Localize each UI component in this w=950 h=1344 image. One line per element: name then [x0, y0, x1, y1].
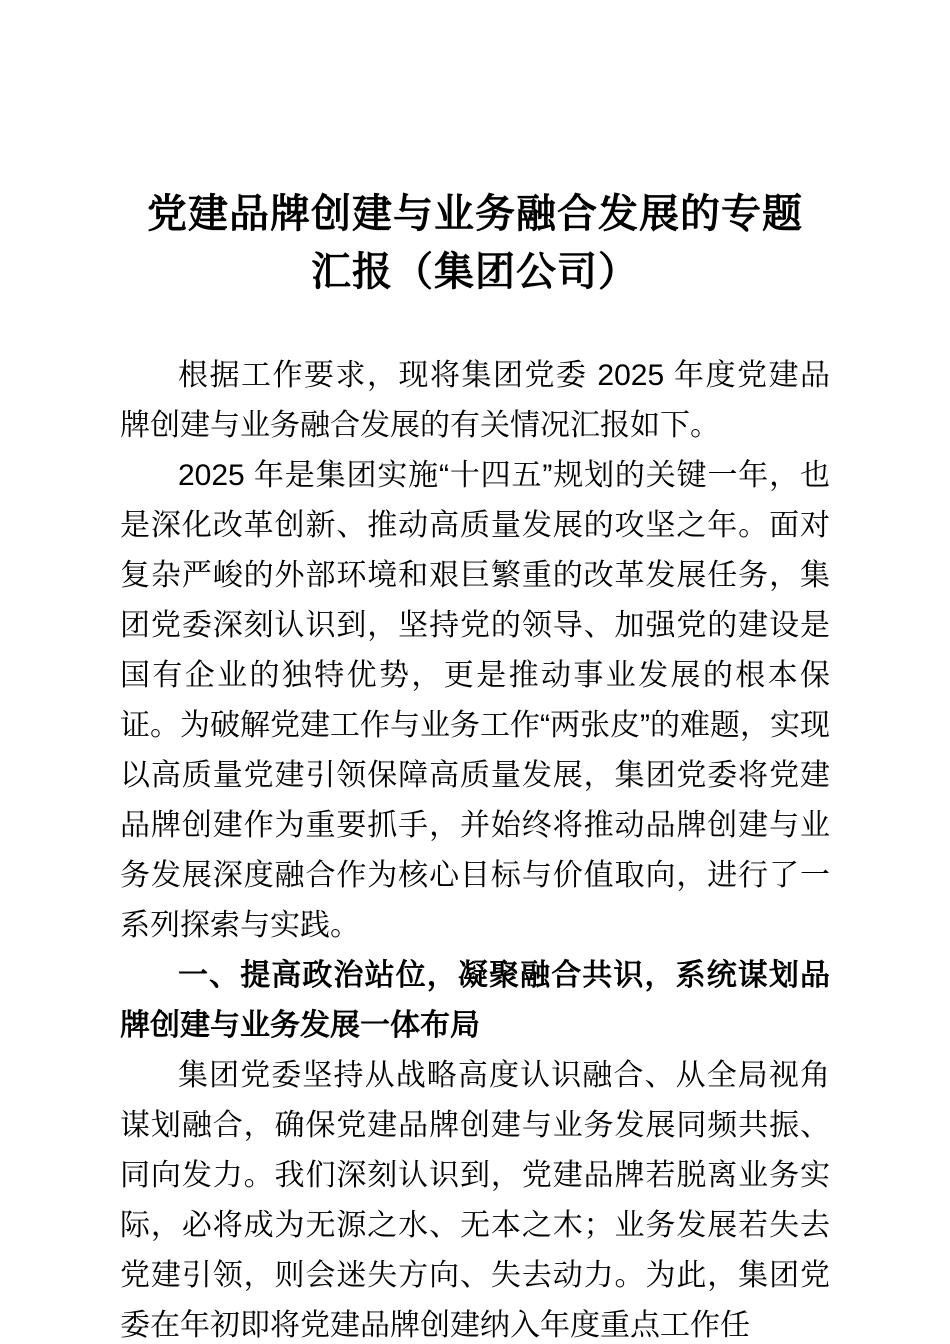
paragraph-section-1-body: 集团党委坚持从战略高度认识融合、从全局视角谋划融合，确保党建品牌创建与业务发展同频共振、同向发力。我们深刻认识到，党建品牌若脱离业务实际，必将成为无源之水、无本之木；业务发展若失去党建引领，则会迷失方向、失去动力。为此，集团党委在年初即将党建品牌创建纳入年度重点工作任	[120, 1059, 830, 1342]
document-title-line-2: 汇报（集团公司）	[311, 249, 639, 294]
document-title	[120, 185, 830, 301]
section-heading-1: 一、提高政治站位，凝聚融合共识，系统谋划品牌创建与业务发展一体布局	[120, 959, 830, 1042]
paragraph-background: 2025 年是集团实施“十四五”规划的关键一年，也是深化改革创新、推动高质量发展的攻坚之年。面对复杂严峻的外部环境和艰巨繁重的改革发展任务，集团党委深刻认识到，坚持党的领导、加强党的建设是国有企业的独特优势，更是推动事业发展的根本保证。为破解党建工作与业务工作“两张皮”的难题，实现以高质量党建引领保障高质量发展，集团党委将党建品牌创建作为重要抓手，并始终将推动品牌创建与业务发展深度融合作为核心目标与价值取向，进行了一系列探索与实践。	[120, 459, 830, 942]
document-title-line-1: 党建品牌创建与业务融合发展的专题	[147, 191, 803, 236]
paragraph-intro: 根据工作要求，现将集团党委 2025 年度党建品牌创建与业务融合发展的有关情况汇报如下。	[120, 359, 830, 442]
